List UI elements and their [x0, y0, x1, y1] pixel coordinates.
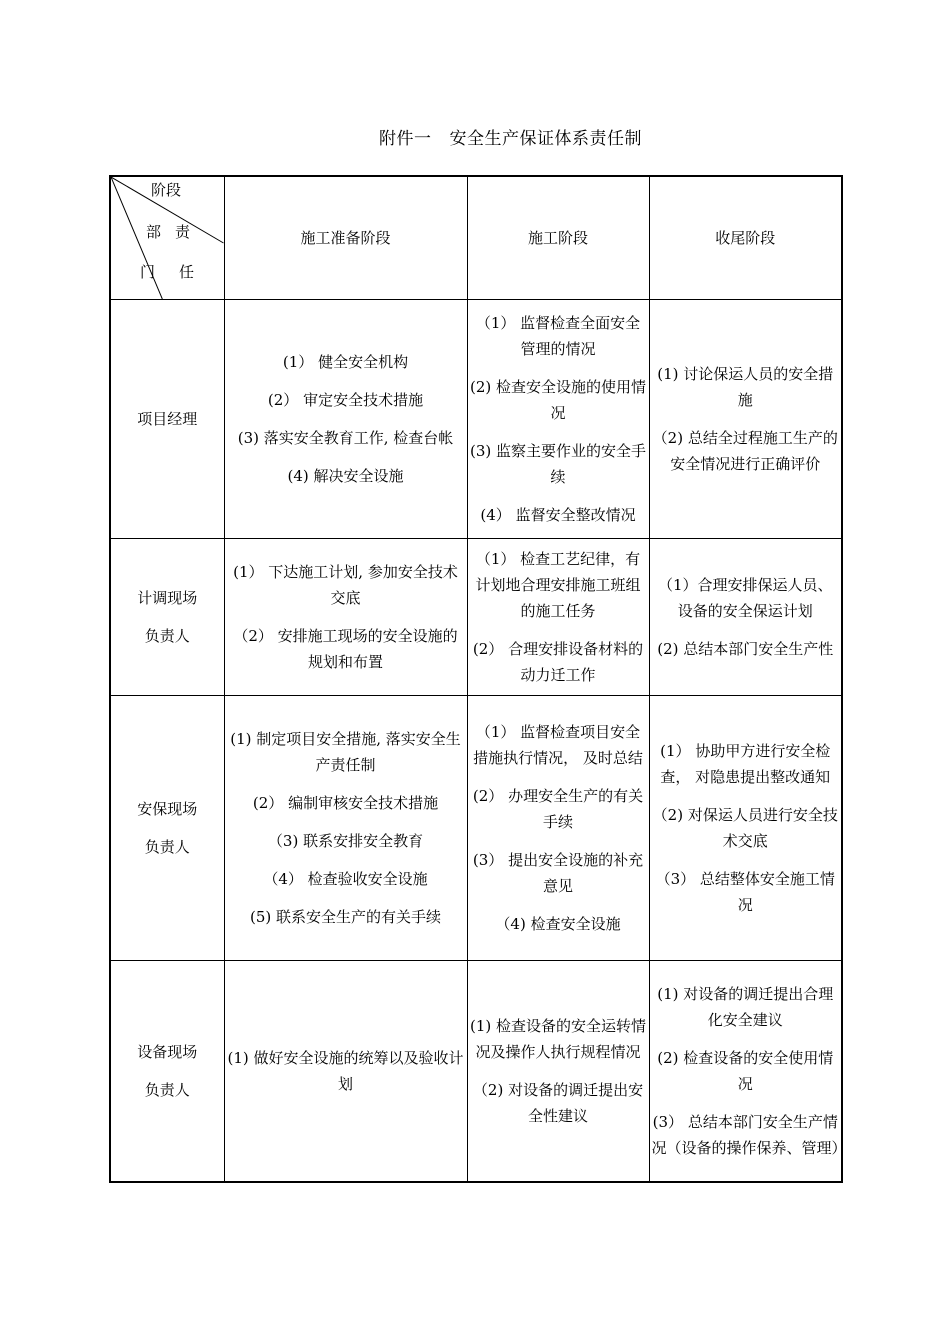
header-construction-stage: 施工阶段 [467, 176, 649, 300]
duty-item: (1） 协助甲方进行安全检查， 对隐患提出整改通知 [660, 742, 831, 786]
title-prefix: 附件一 [379, 129, 432, 149]
duty-item: (1) 讨论保运人员的安全措施 [657, 365, 834, 409]
construction-cell [467, 539, 649, 696]
prep-cell [224, 539, 467, 696]
duty-item: （2） 安排施工现场的安全设施的规划和布置 [233, 627, 458, 671]
duty-item: (1) 检查设备的安全运转情况及操作人执行规程情况 [469, 1016, 647, 1061]
duty-item: (2) 总结本部门安全生产性 [657, 640, 834, 658]
construction-cell [467, 300, 649, 539]
dept-label: 设备现场 [137, 1042, 198, 1061]
duty-item: (3) 监察主要作业的安全手续 [469, 442, 647, 486]
closing-cell [649, 300, 842, 539]
duty-item: （4) 检查安全设施 [495, 915, 621, 933]
duty-item: (1) 制定项目安全措施, 落实安全生产责任制 [230, 730, 461, 774]
duty-item: (3） 总结本部门安全生产情况（设备的操作保养、管理） [651, 1112, 847, 1157]
duty-item: (2） 合理安排设备材料的动力迁工作 [472, 640, 644, 684]
dept-cell [110, 300, 224, 539]
prep-cell [224, 961, 467, 1182]
duty-item: （1） 监督检查全面安全管理的情况 [475, 314, 641, 358]
corner-stage-label: 阶段 [151, 181, 182, 199]
prep-cell [224, 300, 467, 539]
header-row [110, 176, 842, 300]
duty-item: (3） 提出安全设施的补充意见 [472, 851, 644, 895]
dept-cell [110, 696, 224, 961]
corner-dept-char-1: 部 [146, 223, 162, 241]
table-row [110, 539, 842, 696]
duty-item: (3) 落实安全教育工作, 检查台帐 [237, 429, 454, 447]
duty-item: (5) 联系安全生产的有关手续 [249, 908, 442, 926]
dept-cell [110, 961, 224, 1182]
corner-resp-char-2: 任 [179, 263, 195, 281]
duty-item: (4） 监督安全整改情况 [480, 506, 636, 524]
duty-item: （1）合理安排保运人员、设备的安全保运计划 [657, 576, 833, 620]
duty-item: (1) 做好安全设施的统筹以及验收计划 [227, 1048, 464, 1093]
dept-label: 负责人 [144, 627, 190, 645]
duty-item: (1） 健全安全机构 [282, 353, 409, 371]
dept-label: 计调现场 [137, 589, 198, 607]
closing-cell [649, 961, 847, 1182]
table-row [110, 696, 842, 961]
table-row [110, 961, 842, 1182]
duty-item: （1） 检查工艺纪律，有计划地合理安排施工班组的施工任务 [475, 550, 641, 620]
dept-label: 安保现场 [137, 800, 198, 818]
prep-cell [224, 696, 467, 961]
duty-item: (1） 下达施工计划, 参加安全技术交底 [233, 563, 458, 607]
duty-item: （2) 对保运人员进行安全技术交底 [652, 806, 838, 850]
closing-cell [649, 696, 842, 961]
responsibility-table [109, 175, 847, 1183]
page-title [0, 124, 950, 149]
dept-label: 负责人 [144, 838, 190, 856]
header-closing-stage: 收尾阶段 [649, 176, 842, 300]
duty-item: (2） 编制审核安全技术措施 [252, 794, 439, 812]
closing-cell [649, 539, 842, 696]
corner-dept-char-2: 门 [140, 263, 156, 281]
duty-item: (2） 办理安全生产的有关手续 [472, 787, 644, 831]
duty-item: (1) 对设备的调迁提出合理化安全建议 [657, 984, 834, 1029]
dept-label: 项目经理 [137, 410, 198, 428]
header-prep-stage: 施工准备阶段 [224, 176, 467, 300]
duty-item: （2) 总结全过程施工生产的安全情况进行正确评价 [652, 429, 838, 473]
duty-item: （4） 检查验收安全设施 [263, 870, 428, 888]
corner-resp-char-1: 责 [175, 223, 191, 241]
construction-cell [467, 961, 649, 1182]
title-text: 安全生产保证体系责任制 [449, 129, 642, 149]
table-row [110, 300, 842, 539]
dept-cell [110, 539, 224, 696]
dept-label: 负责人 [144, 1080, 190, 1099]
duty-item: (2） 审定安全技术措施 [267, 391, 424, 409]
duty-item: （3） 总结整体安全施工情况 [655, 870, 835, 914]
duty-item: （1） 监督检查项目安全措施执行情况， 及时总结 [473, 723, 643, 767]
duty-item: （3) 联系安排安全教育 [267, 832, 424, 850]
duty-item: (2) 检查设备的安全使用情况 [657, 1048, 834, 1093]
duty-item: (4) 解决安全设施 [287, 467, 404, 485]
construction-cell [467, 696, 649, 961]
corner-header-cell [110, 176, 224, 300]
duty-item: （2) 对设备的调迁提出安全性建议 [472, 1080, 644, 1125]
duty-item: (2) 检查安全设施的使用情况 [469, 378, 647, 422]
